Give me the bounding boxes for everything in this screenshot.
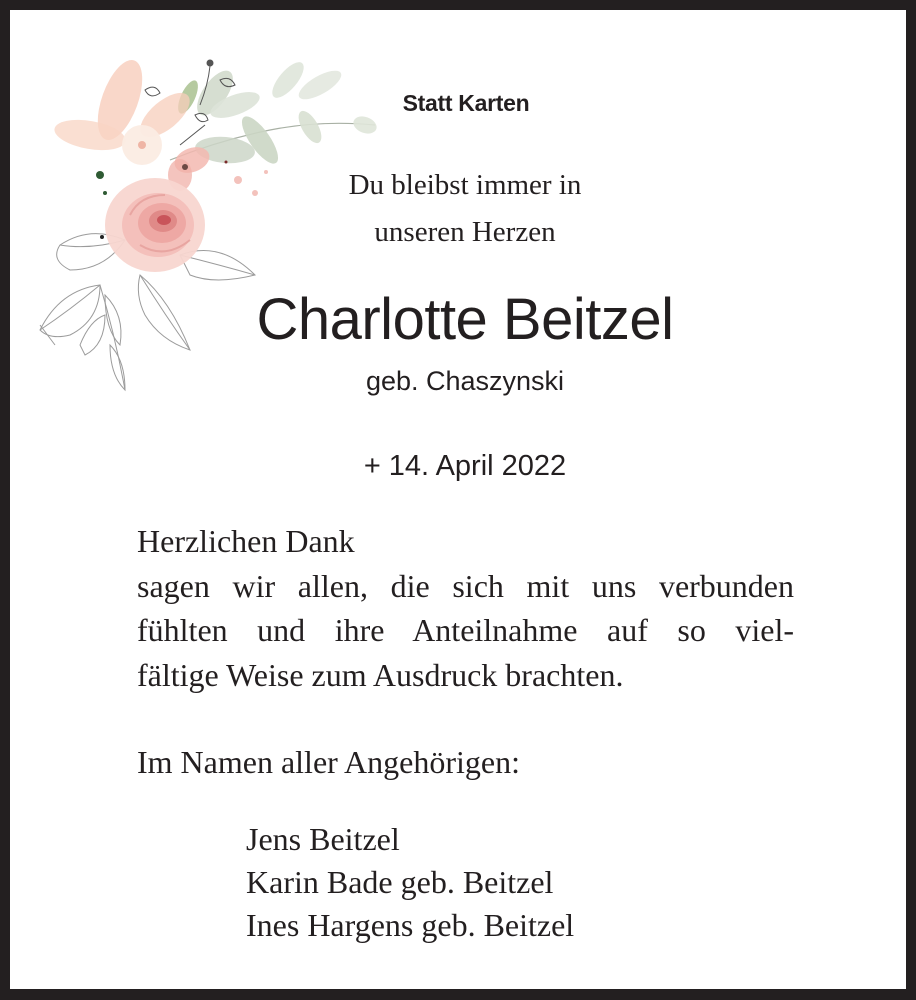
signers-list	[246, 818, 574, 947]
thanks-line: Herzlichen Dank	[137, 523, 355, 559]
signer-name: Ines Hargens geb. Beitzel	[246, 907, 575, 943]
deceased-name: Charlotte Beitzel	[256, 287, 674, 352]
motto-line-2: unseren Herzen	[374, 216, 556, 248]
thanks-line: fühlten und ihre Anteilnahme auf so viel-	[137, 612, 794, 648]
motto-line-1: Du bleibst immer in	[348, 169, 582, 201]
signer-name: Karin Bade geb. Beitzel	[246, 864, 554, 900]
signer-name: Jens Beitzel	[246, 821, 400, 857]
thanks-line: sagen wir allen, die sich mit uns verbunden	[137, 567, 794, 604]
thanks-paragraph	[137, 519, 794, 697]
deceased-birth-name: geb. Chaszynski	[365, 366, 565, 396]
death-date: + 14. April 2022	[363, 450, 567, 482]
on-behalf-label: Im Namen aller Angehörigen:	[137, 744, 520, 780]
thanks-line: fältige Weise zum Ausdruck brachten.	[137, 656, 624, 693]
header-statt-karten: Statt Karten	[402, 90, 530, 116]
